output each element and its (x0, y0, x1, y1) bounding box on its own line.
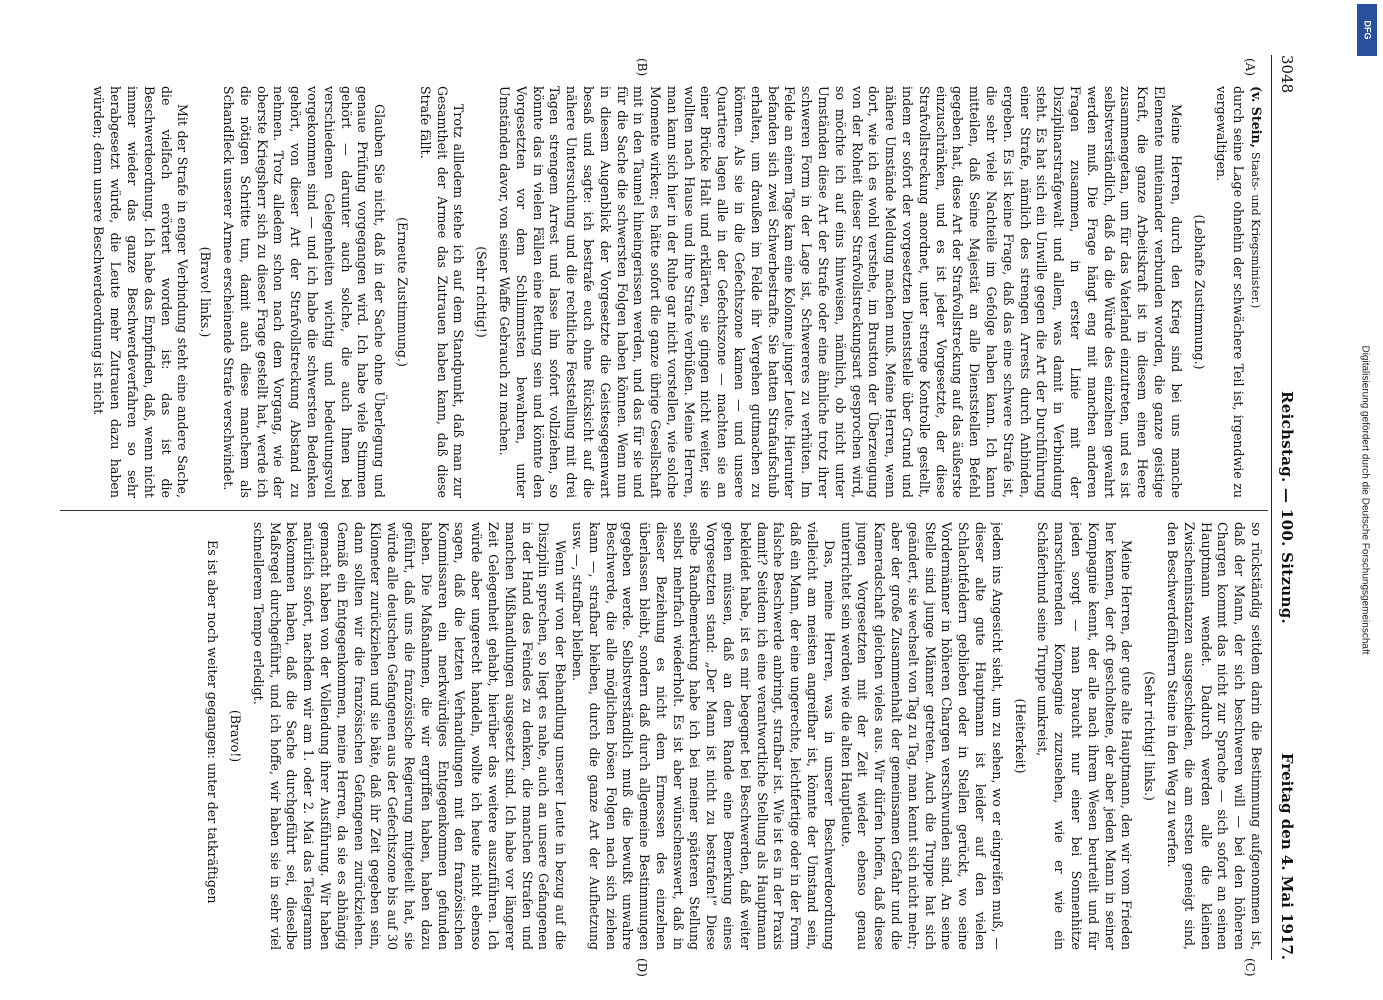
reaction: (Bravo!) (227, 709, 243, 763)
reaction: (Sehr richtig!) (474, 246, 490, 338)
margin-marker-b: (B) (635, 58, 649, 77)
paragraph: Mit der Strafe in enger Verbindung steht eine andere Sache, die vielfach erörtert worden ist: das ist die Beschwerdeordnung. Ich habe das Empfinden, daß, wenn nicht immer wieder das ganze Beschwerdeverfahren so sehr herabgesetzt würde, die Leute mehr Zutrauen dazu haben würden; denn unsere Beschwerdeordnung ist nicht (91, 86, 191, 498)
speaker-line (1246, 86, 1264, 498)
speaker-role: Staats- und Kriegsminister.) (1249, 152, 1262, 309)
reaction: (Lebhafte Zustimmung.) (1191, 214, 1207, 370)
paragraph: jedem ins Angesicht sieht, um zu sehen, wo er eingreifen muß, — dieser alte gute Hauptmann ist leider auf den vielen Schlachtfeldern geblieben oder in Stellen gerückt, wo seine Vordermänner in höheren Chargen verschwunden sind. An seine Stelle sind junge Männer getreten. Auch die Truppe hat sich geändert, sie wechselt von Tag zu Tag, man kennt sich nicht mehr; aber der große Zusammenhalt der gemeinsamen Gefahr und die Kameradschaft gleichen vieles aus. Wir dürfen hoffen, daß diese jungen Vorgesetzten mit der Zeit wieder ebenso genau unterrichtet sein werden wie die alten Hauptleute. (838, 522, 1005, 950)
paragraph: Meine Herren, durch den Krieg sind bei uns manche Elemente miteinander verbunden worden, die ganze geistige Kraft, die ganze Arbeitskraft ist in diesem einen Heere zusammengetan, um für das Vaterland einzutreten, und es ist selbstverständlich, daß da die Würde des einzelnen gewahrt werden muß. Die Frage hängt eng mit manchen anderen Fragen zusammen, in erster Linie mit der Disziplinarstrafgewalt und allem, was damit in Verbindung steht. Es hat sich ein Unwille gegen die Art der Durchführung einer Strafe, nämlich des strengen Arrests durch Anbinden, ergeben. Es ist keine Frage, daß das eine schwere Strafe ist, die sehr viele Nachteile im Gefolge haben kann. Ich kann mitteilen, daß Seine Majestät an alle Dienststellen Befehl gegeben hat, diese Art der Strafvollstreckung auf das äußerste einzuschränken, und es ist jeder Vorgesetzte, der diese Strafvollstreckung anordnet, unter strenge Kontrolle gestellt, indem er sofort der vorgesetzten Dienststelle über Grund und nähere Umstände Meldung machen muß. Meine Herren, wenn dort, wie ich es wohl verstehe, im Brustton der Überzeugung von der Roheit dieser Strafvollstreckungsart gesprochen wird, so möchte ich auf eins hinweisen, nämlich, ob nicht unter Umständen diese Art der Strafe oder eine ähnliche trotz ihrer schweren Form in der Lage ist, Schwereres zu verhüten. Im Felde an einem Tage kam eine Kolonne junger Leute. Hierunter befanden sich zwei Schwerbestrafte. Sie hatten Strafaufschub erhalten, um draußen im Felde ihr Vergehen gutmachen zu können. Als sie in die Gefechtszone kamen — und unsere Quartiere lagen alle in der Gefechtszone — machten sie an einer Brücke Halt und erklärten, sie gingen nicht weiter, sie wollten nach Hause und ihre Strafe verbüßen. Meine Herren, man kann sich hier in der Ruhe gar nicht vorstellen, wie solche Momente wirken; es hätte sofort die ganze übrige Gesellschaft mit in den Taumel hineingerissen werden, und das für sie und für die Sache die schwersten Folgen haben können. Wenn nun in diesem Augenblick der Vorgesetzte die Geistesgegenwart besaß und sagte: ich bestrafe euch ohne Rücksicht auf die nähere Untersuchung und die rechtliche Feststellung mit drei Tagen strengem Arrest und lasse ihn sofort vollziehen, so könnte das in vielen Fällen eine Rettung sein und könnte den Vorgesetzten vor dem Schlimmsten bewahren, unter Umständen davor, von seiner Waffe Gebrauch zu machen. (496, 86, 1184, 498)
reaction: (Sehr richtig! links.) (1142, 671, 1158, 801)
column-divider (60, 510, 1268, 511)
digitization-credit-text: Digitalisierung gefördert durch die Deutsche Forschungsgemeinschaft (1359, 345, 1371, 655)
reaction: (Bravo! links.) (198, 246, 214, 338)
margin-marker-c: (C) (1243, 958, 1257, 977)
paragraph: Es ist aber noch weiter gegangen: unter der tatkräftigen (205, 540, 221, 904)
paragraph: Wenn wir von der Behandlung unserer Leute in bezug auf die Disziplin sprechen, so liegt es nahe, auch an unsere Gefangenen in der Hand des Feindes zu denken, die manchen Strafen und manchen Mißhandlungen ausgesetzt sind. Ich habe vor längerer Zeit Gelegenheit gehabt, hierüber das weitere auszuführen. Ich würde aber ungerecht handeln, wollte ich heute nicht ebenso sagen, daß die letzten Verhandlungen mit den französischen Kommissaren ein merkwürdiges Entgegenkommen gefunden haben. Die Maßnahmen, die wir ergriffen haben, haben dazu geführt, daß uns die französische Regierung mitgeteilt hat, sie würde alle deutschen Gefangenen aus der Gefechtszone bis auf 30 Kilometer zurückziehen und sie bäte, daß ihr Zeit gegeben sein, dann sollten wir die französischen Gefangenen zurückziehen. Gemäß ein Entgegenkommen, meine Herren, da sie es abhängig gemacht haben von der Vollendung ihrer Ausführung. Wir haben natürlich sofort, nachdem wir am 1. oder 2. Mai das Telegramm bekommen haben, daß die Sache durchgeführt sei, dieselbe Maßregel durchgeführt, und ich hoffe, wir haben sie in sehr viel schnellerem Tempo erledigt. (250, 522, 569, 950)
paragraph: Trotz allledem stehe ich auf dem Standpunkt, daß man zur Gesamtheit der Armee das Zutrauen haben kann, daß diese Strafe fällt. (417, 86, 467, 498)
reaction: (Heiterkeit) (1012, 698, 1028, 774)
paragraph: Meine Herren, der gute alte Hauptmann, den wir vom Frieden her kennen, der oft gescholtene, der aber jeden Mann in seiner Kompagnie kennt, der alle nach ihrem Wesen beurteilt und für jeden sorgt — man braucht nur einer bei Sonnenhitze marschierenden Kompagnie zuzusehen, wie er wie ein Schäferhund seine Truppe umkreist, (1035, 522, 1135, 950)
digitization-credit (1357, 20, 1373, 980)
reaction: (Erneute Zustimmung.) (394, 217, 410, 367)
margin-marker-d: (D) (635, 958, 649, 977)
speaker-name: (v. Stein, (1249, 86, 1264, 149)
paragraph: so rückständig seitdem darin die Bestimmung aufgenommen ist, daß der Mann, der sich beschweren will — bei den höheren Chargen kommt das nicht zur Sprache — sich sofort an seinen Hauptmann wendet. Dadurch werden alle die kleinen Zwischeninstanzen ausgeschieden, die am ersten geneigt sind, den Beschwerdeführern Steine in den Weg zu werfen. (1165, 522, 1264, 950)
session-date: Freitag den 4. Mai 1917. (1277, 752, 1296, 960)
margin-marker-a: (A) (1243, 58, 1257, 77)
session-title: Reichstag. — 100. Sitzung. (1277, 390, 1296, 625)
paragraph: durch seine Lage ohnehin der schwächere Teil ist, irgendwie zu vergewaltigen. (1214, 86, 1247, 498)
right-column (60, 522, 1264, 950)
dfg-logo-text: DFG (1362, 20, 1372, 40)
page-number: 3048 (1277, 55, 1296, 94)
left-column (60, 86, 1264, 498)
page-header (1271, 55, 1302, 960)
paragraph: Das, meine Herren, was in unserer Beschwerdeordnung vielleicht am meisten angreifbar ist, könnte der Umstand sein, daß ein Mann, der eine ungerechte, leichtfertige oder in der Form falsche Beschwerde anbringt, strafbar ist. Wie ist es in der Praxis damit? Seitdem ich eine verantwortliche Stellung als Hauptmann bekleidet habe, ist es mir begegnet bei Beschwerden, daß weiter gehen müssen, daß an dem Rande eine Bemerkung eines Vorgesetzten stand: „Der Mann ist nicht zu bestrafen!“ Diese selbe Randbemerkung habe ich bei meiner späteren Stellung selbst mehrfach wiederholt. Es ist aber wünschenswert, daß in dieser Beziehung es nicht dem Ermessen des einzelnen überlassen bleibt, sondern daß durch allgemeine Bestimmungen gegeben werde. Selbstverständlich muß die bewußt unwahre Beschwerde, die alle möglichen bösen Folgen nach sich ziehen kann —, strafbar bleiben, durch die ganze Art der Aufhetzung usw. —, strafbar bleiben. (569, 522, 837, 950)
paragraph: Glauben Sie nicht, daß in der Sache ohne Überlegung und genaue Prüfung vorgegangen wird. Ich habe viele Stimmen gehört — darunter auch solche, die auch Ihnen bei verschiedenen Gelegenheiten wichtig und bedeutungsvoll vorgekommen sind — und ich habe die schwersten Bedenken gehört, von dieser Art der Strafvollstreckung Abstand zu nehmen. Trotz alledem schon nach dem Vorgang, wie der oberste Kriegsherr sich zu dieser Frage gestellt hat, werde ich die nötigen Schritte tun, damit auch diese manchem als Schandfleck unserer Armee erscheinende Strafe verschwindet. (220, 86, 388, 498)
